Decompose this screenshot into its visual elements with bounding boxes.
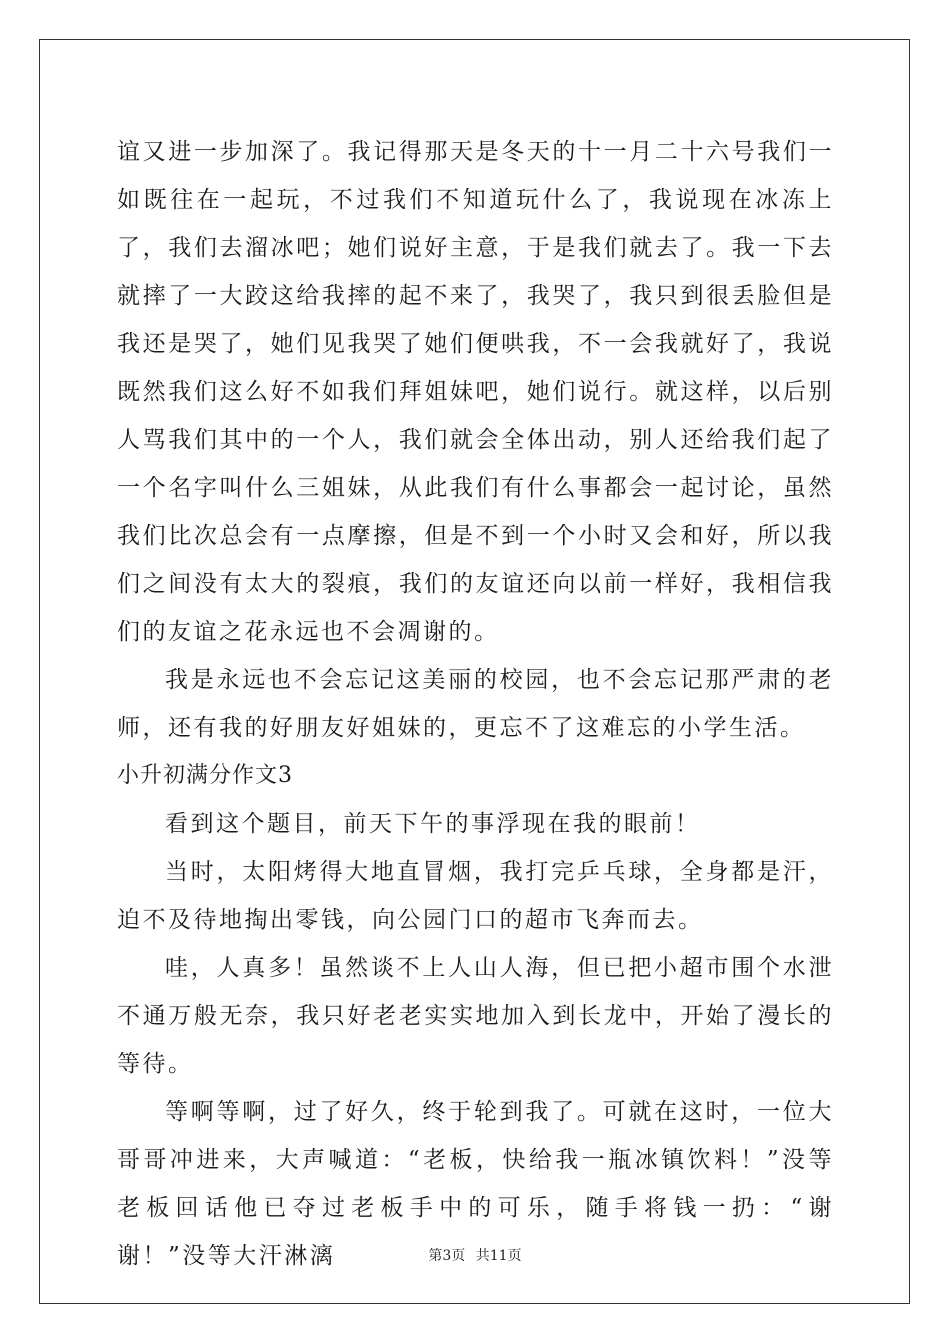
document-body <box>117 128 834 1280</box>
paragraph: 当时，太阳烤得大地直冒烟，我打完乒乓球，全身都是汗，迫不及待地掏出零钱，向公园门口的超市飞奔而去。 <box>117 859 834 933</box>
paragraph: 等啊等啊，过了好久，终于轮到我了。可就在这时，一位大哥哥冲进来，大声喊道：“老板，快给我一瓶冰镇饮料！”没等老板回话他已夺过老板手中的可乐，随手将钱一扔：“谢谢！”没等大汗淋漓 <box>117 1099 834 1269</box>
paragraph: 我是永远也不会忘记这美丽的校园，也不会忘记那严肃的老师，还有我的好朋友好姐妹的，更忘不了这难忘的小学生活。 <box>117 667 834 741</box>
page-number: 第3页 <box>428 1248 466 1264</box>
paragraph-continued: 谊又进一步加深了。我记得那天是冬天的十一月二十六号我们一如既往在一起玩，不过我们不知道玩什么了，我说现在冰冻上了，我们去溜冰吧；她们说好主意，于是我们就去了。我一下去就摔了一大跤这给我摔的起不来了，我哭了，我只到很丢脸但是我还是哭了，她们见我哭了她们便哄我，不一会我就好了，我说既然我们这么好不如我们拜姐妹吧，她们说行。就这样，以后别人骂我们其中的一个人，我们就会全体出动，别人还给我们起了一个名字叫什么三姐妹，从此我们有什么事都会一起讨论，虽然我们比次总会有一点摩擦，但是不到一个小时又会和好，所以我们之间没有太大的裂痕，我们的友谊还向以前一样好，我相信我们的友谊之花永远也不会凋谢的。 <box>117 139 834 645</box>
section-heading: 小升初满分作文3 <box>117 763 293 788</box>
page-footer <box>0 1246 950 1266</box>
paragraph: 哇，人真多！虽然谈不上人山人海，但已把小超市围个水泄不通万般无奈，我只好老老实实地加入到长龙中，开始了漫长的等待。 <box>117 955 834 1077</box>
page-total: 共11页 <box>475 1248 522 1264</box>
paragraph: 看到这个题目，前天下午的事浮现在我的眼前！ <box>165 811 701 837</box>
